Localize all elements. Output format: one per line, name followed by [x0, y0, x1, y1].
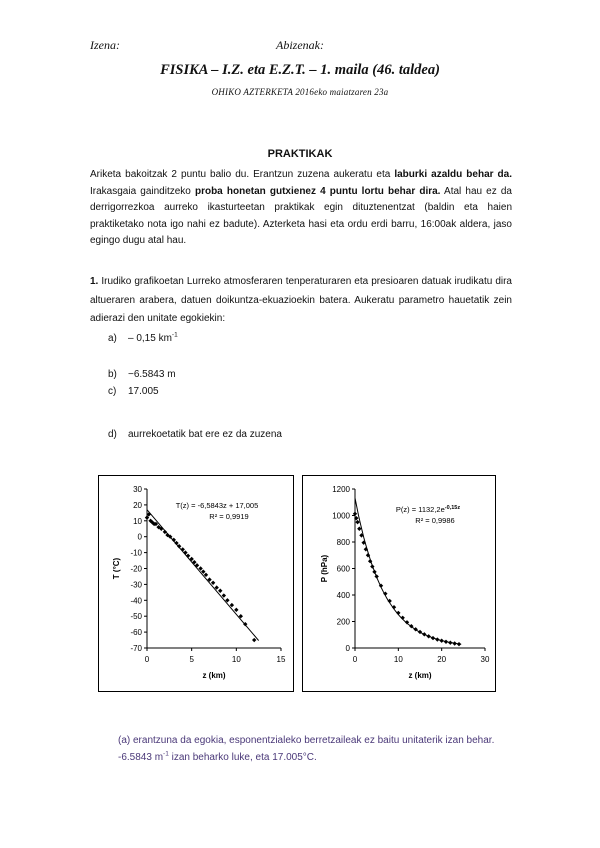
option-text: aurrekoetatik bat ere ez da zuzena	[128, 429, 282, 440]
data-point	[183, 550, 187, 554]
data-point	[439, 639, 443, 643]
option-label: d)	[108, 429, 117, 440]
y-tick-label: 0	[137, 532, 142, 542]
temperature-chart-frame	[98, 475, 294, 692]
name-label: Izena:	[90, 38, 120, 52]
pressure-chart-frame	[302, 475, 496, 692]
data-point	[372, 570, 376, 574]
option-text: 17.005	[128, 386, 159, 397]
intro-text-3: Atal hau ez da derrigorrezkoa aurreko ikasturteetan praktikak egin dituztenentzat (baldin eta haien praktiketako nota igo nahi ez badute). Azterketa hasi eta ordu erdi barru, 16:00ak aldera, jaso egingo dugu atal hau.	[90, 185, 512, 246]
data-point	[435, 637, 439, 641]
intro-bold-2: proba honetan gutxienez 4 puntu lortu behar dira.	[194, 185, 441, 197]
x-tick-label: 5	[189, 655, 194, 664]
option-label: b)	[108, 369, 117, 380]
intro-bold-1: laburki azaldu behar da.	[394, 169, 513, 180]
data-point	[374, 574, 378, 578]
y-tick-label: 1200	[332, 485, 350, 494]
data-point	[448, 641, 452, 645]
data-point	[222, 593, 226, 597]
y-tick-label: -70	[130, 644, 142, 653]
surname-label: Abizenak:	[276, 38, 324, 52]
y-tick-label: -60	[130, 628, 142, 638]
data-point	[186, 554, 190, 558]
x-tick-label: 10	[231, 655, 241, 664]
y-tick-label: 200	[336, 617, 350, 627]
data-point	[426, 634, 430, 638]
data-point	[163, 530, 167, 534]
x-tick-label: 30	[480, 655, 490, 664]
section-title: PRAKTIKAK	[267, 148, 333, 160]
data-point	[396, 611, 400, 615]
option-c	[108, 386, 159, 397]
temperature-chart	[99, 476, 293, 691]
x-axis-label: z (km)	[408, 671, 432, 680]
data-point	[218, 589, 222, 593]
intro-text-2: Irakasgaia gainditzeko	[90, 185, 195, 197]
fit-equation: $P(z) = 1132,2e^{-0,15z}$	[395, 505, 461, 514]
data-point	[370, 564, 374, 568]
option-b	[108, 369, 176, 380]
y-axis-label: T (°C)	[112, 557, 121, 580]
data-point	[422, 632, 426, 636]
answer-part-1: (a) erantzuna da egokia, esponentzialeko berretzaileak ez baitu unitaterik izan behar. -6.5843 m	[118, 735, 495, 763]
answer-sup: -1	[163, 750, 169, 758]
data-point	[400, 616, 404, 620]
question-number: 1.	[90, 276, 99, 287]
data-point	[211, 581, 215, 585]
exam-title: FISIKA – I.Z. eta E.Z.T. – 1. maila (46. taldea)	[160, 62, 440, 78]
answer-part-2: izan beharko luke, eta 17.005°C.	[168, 752, 317, 763]
y-tick-label: -40	[130, 596, 142, 606]
option-sup: -1	[171, 331, 178, 339]
y-tick-label: 600	[336, 564, 350, 574]
x-axis-label: z (km)	[202, 671, 226, 680]
data-point	[181, 547, 185, 551]
y-tick-label: 30	[133, 485, 142, 494]
data-point	[457, 642, 461, 646]
data-point	[452, 641, 456, 645]
fit-exponent: -0,15z	[444, 505, 461, 511]
option-a	[108, 333, 178, 344]
data-point	[234, 608, 238, 612]
r-squared: R² = 0,9919	[209, 512, 249, 521]
data-point	[177, 544, 181, 548]
option-text: −6.5843 m	[128, 369, 176, 380]
y-tick-label: -50	[130, 612, 142, 622]
intro-paragraph	[90, 167, 512, 250]
y-tick-label: -30	[130, 580, 142, 590]
y-tick-label: 20	[133, 500, 142, 510]
data-point	[174, 541, 178, 545]
x-tick-label: 0	[144, 655, 150, 664]
question-text	[90, 273, 512, 329]
y-tick-label: 10	[133, 516, 142, 526]
exam-subtitle: OHIKO AZTERKETA 2016eko maiatzaren 23a	[211, 87, 389, 97]
x-tick-label: 10	[393, 655, 403, 664]
fit-equation: T(z) = -6,5843z + 17,005	[175, 501, 259, 510]
pressure-chart	[303, 476, 495, 691]
data-point	[355, 520, 359, 524]
fit-line	[147, 510, 259, 641]
option-text: – 0,15 km	[128, 333, 172, 344]
y-tick-label: -20	[130, 564, 142, 574]
x-tick-label: 20	[437, 655, 447, 664]
data-point	[444, 640, 448, 644]
option-label: a)	[108, 333, 117, 344]
data-point	[431, 636, 435, 640]
option-d	[108, 429, 282, 440]
y-tick-label: 400	[336, 591, 350, 600]
y-tick-label: 0	[345, 644, 350, 653]
r-squared: R² = 0,9986	[415, 516, 455, 525]
data-point	[392, 605, 396, 609]
x-tick-label: 0	[352, 655, 358, 664]
data-point	[172, 538, 176, 542]
intro-text-1: Ariketa bakoitzak 2 puntu balio du. Erantzun zuzena aukeratu eta	[90, 169, 395, 180]
y-tick-label: 800	[336, 538, 350, 547]
question-body: Irudiko grafikoetan Lurreko atmosferaren tenperaturaren eta presioaren datuak irudikatu dira altueraren arabera, datuen doikuntza-ekuazioekin batera. Aukeratu parametro hauetatik zein adierazi den unitate egokiekin:	[90, 276, 512, 324]
answer-text	[118, 732, 513, 766]
option-label: c)	[108, 386, 117, 397]
data-point	[252, 638, 256, 642]
y-tick-label: -10	[130, 548, 142, 558]
x-tick-label: 15	[276, 655, 286, 664]
y-tick-label: 1000	[332, 511, 350, 521]
y-axis-label: P (hPa)	[320, 554, 329, 583]
